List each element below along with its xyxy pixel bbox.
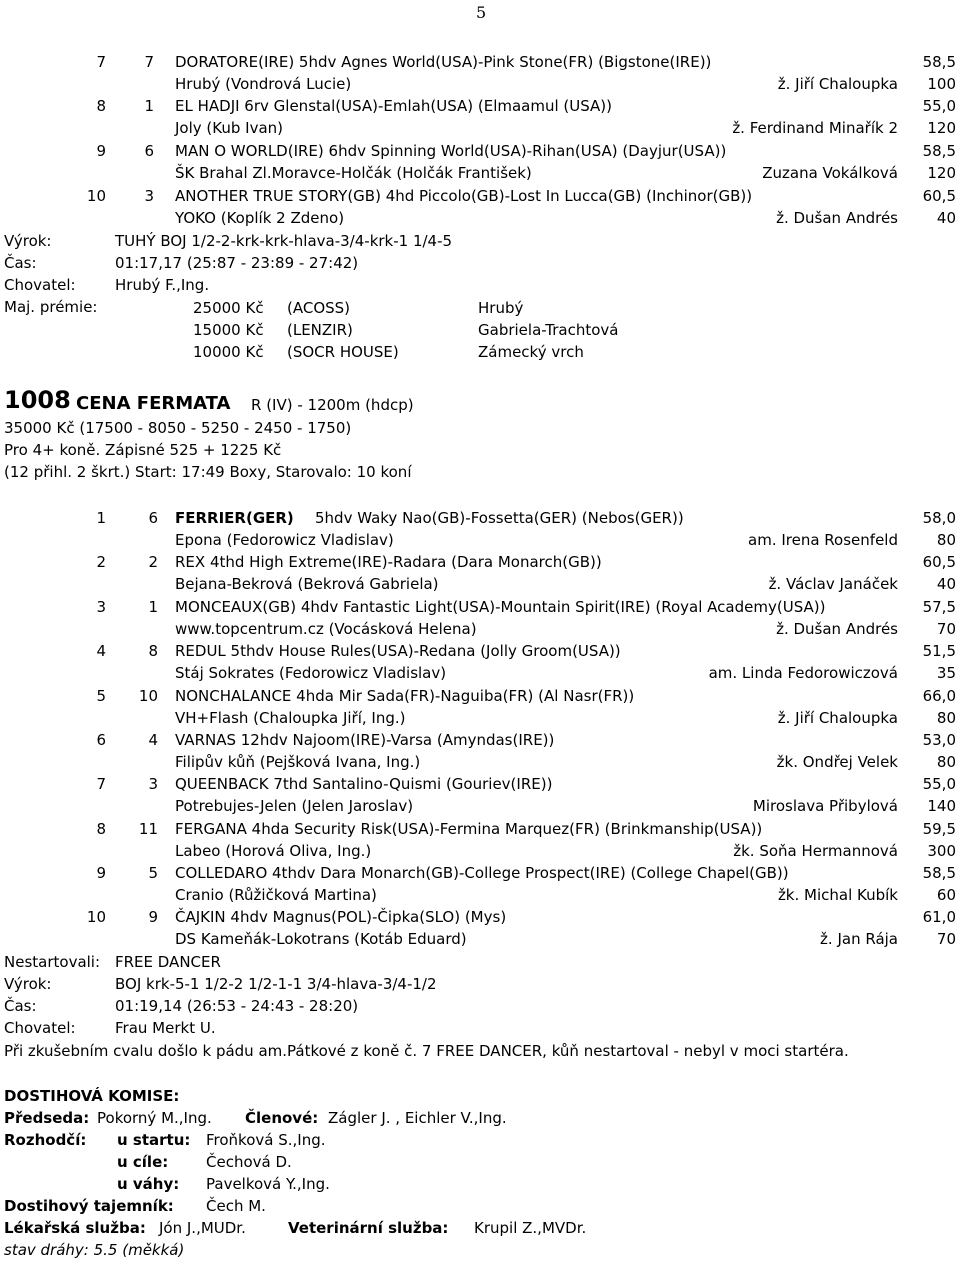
jockey: Zuzana Vokálková [762,164,898,182]
horse-info: ČAJKIN 4hdv Magnus(POL)-Čipka(SLO) (Mys) [175,908,507,926]
start-number: 3 [148,775,158,793]
owner: Stáj Sokrates (Fedorowicz Vladislav) [175,664,447,682]
judge-finish-label: u cíle: [117,1153,169,1171]
members-label: Členové: [245,1109,319,1127]
weight: 55,0 [922,775,956,793]
result-position: 4 [96,642,106,660]
odds: 80 [936,753,956,771]
horse-info: ANOTHER TRUE STORY(GB) 4hd Piccolo(GB)-Lost In Lucca(GB) (Inchinor(GB)) [175,187,753,205]
owner: Epona (Fedorowicz Vladislav) [175,531,394,549]
start-number: 2 [148,553,158,571]
odds: 40 [936,209,956,227]
result-position: 2 [96,553,106,571]
weight: 51,5 [922,642,956,660]
start-number: 3 [144,187,154,205]
result-position: 7 [96,775,106,793]
premium-amount: 15000 Kč [193,321,264,339]
secretary-label: Dostihový tajemník: [4,1197,174,1215]
jockey: am. Irena Rosenfeld [748,531,898,549]
judges-label: Rozhodčí: [4,1131,87,1149]
start-number: 6 [144,142,154,160]
jockey: ž. Jiří Chaloupka [777,709,898,727]
race-note: Při zkušebním cvalu došlo k pádu am.Pátkové z koně č. 7 FREE DANCER, kůň nestartoval - nebyl v moci startéra. [4,1042,849,1060]
weight: 58,5 [922,53,956,71]
start-number: 1 [148,598,158,616]
breeder: Frau Merkt U. [115,1019,216,1037]
owner: Hrubý (Vondrová Lucie) [175,75,352,93]
horse-info: VARNAS 12hdv Najoom(IRE)-Varsa (Amyndas(IRE)) [175,731,555,749]
horse-info: 5hdv Waky Nao(GB)-Fossetta(GER) (Nebos(GER)) [315,509,684,527]
judge-start: Froňková S.,Ing. [206,1131,326,1149]
result-position: 7 [96,53,106,71]
odds: 140 [927,797,956,815]
breeder-label: Chovatel: [4,276,76,294]
premium-recipient: Zámecký vrch [478,343,584,361]
odds: 120 [927,119,956,137]
owner: YOKO (Koplík 2 Zdeno) [175,209,345,227]
odds: 40 [936,575,956,593]
start-number: 7 [144,53,154,71]
result-position: 9 [96,142,106,160]
result-position: 10 [86,908,106,926]
verdict: BOJ krk-5-1 1/2-2 1/2-1-1 3/4-hlava-3/4-1/2 [115,975,437,993]
result-position: 3 [96,598,106,616]
secretary: Čech M. [206,1197,266,1215]
premium-recipient: Hrubý [478,299,524,317]
odds: 120 [927,164,956,182]
weight: 58,5 [922,864,956,882]
jockey: ž. Dušan Andrés [776,620,898,638]
horse-info: MAN O WORLD(IRE) 6hdv Spinning World(USA)-Rihan(USA) (Dayjur(USA)) [175,142,727,160]
time: 01:19,14 (26:53 - 24:43 - 28:20) [115,997,359,1015]
horse-info: MONCEAUX(GB) 4hdv Fantastic Light(USA)-Mountain Spirit(IRE) (Royal Academy(USA)) [175,598,826,616]
owner: ŠK Brahal Zl.Moravce-Holčák (Holčák František) [175,164,532,182]
chairman: Pokorný M.,Ing. [97,1109,212,1127]
odds: 35 [936,664,956,682]
result-position: 6 [96,731,106,749]
horse-info: QUEENBACK 7thd Santalino-Quismi (Gouriev(IRE)) [175,775,553,793]
owner: DS Kameňák-Lokotrans (Kotáb Eduard) [175,930,467,948]
odds: 70 [936,620,956,638]
premium-org: (SOCR HOUSE) [287,343,399,361]
judge-scale-label: u váhy: [117,1175,180,1193]
medical-label: Lékařská služba: [4,1219,146,1237]
horse-info: EL HADJI 6rv Glenstal(USA)-Emlah(USA) (Elmaamul (USA)) [175,97,613,115]
breeder-label: Chovatel: [4,1019,76,1037]
start-number: 11 [138,820,158,838]
jockey: žk. Ondřej Velek [776,753,898,771]
start-number: 9 [148,908,158,926]
odds: 80 [936,709,956,727]
page-number: 5 [476,3,487,22]
odds: 300 [927,842,956,860]
start-number: 4 [148,731,158,749]
time-label: Čas: [4,254,37,272]
judge-scale: Pavelková Y.,Ing. [206,1175,330,1193]
owner: Joly (Kub Ivan) [175,119,284,137]
jockey: žk. Soňa Hermannová [733,842,898,860]
judge-finish: Čechová D. [206,1153,292,1171]
jockey: ž. Dušan Andrés [776,209,898,227]
horse-info: COLLEDARO 4thdv Dara Monarch(GB)-College Prospect(IRE) (College Chapel(GB)) [175,864,789,882]
start-number: 10 [138,687,158,705]
owner: Labeo (Horová Oliva, Ing.) [175,842,372,860]
jockey: ž. Václav Janáček [768,575,898,593]
race-number: 1008 [4,386,71,414]
jockey: žk. Michal Kubík [777,886,898,904]
time: 01:17,17 (25:87 - 23:89 - 27:42) [115,254,359,272]
breeder: Hrubý F.,Ing. [115,276,210,294]
result-position: 8 [96,820,106,838]
result-position: 10 [86,187,106,205]
members: Zágler J. , Eichler V.,Ing. [328,1109,507,1127]
race-conditions: Pro 4+ koně. Zápisné 525 + 1225 Kč [4,441,282,459]
jockey: ž. Ferdinand Minařík 2 [732,119,898,137]
premium-recipient: Gabriela-Trachtová [478,321,619,339]
owner: www.topcentrum.cz (Vocásková Helena) [175,620,477,638]
verdict-label: Výrok: [4,975,52,993]
weight: 58,0 [922,509,956,527]
verdict-label: Výrok: [4,232,52,250]
weight: 53,0 [922,731,956,749]
weight: 66,0 [922,687,956,705]
weight: 55,0 [922,97,956,115]
weight: 57,5 [922,598,956,616]
winner-name: FERRIER(GER) [175,509,294,527]
verdict: TUHÝ BOJ 1/2-2-krk-krk-hlava-3/4-krk-1 1/4-5 [115,232,453,250]
result-position: 5 [96,687,106,705]
owner: Potrebujes-Jelen (Jelen Jaroslav) [175,797,414,815]
weight: 60,5 [922,187,956,205]
jockey: am. Linda Fedorowiczová [708,664,898,682]
odds: 100 [927,75,956,93]
horse-info: NONCHALANCE 4hda Mir Sada(FR)-Naguiba(FR) (Al Nasr(FR)) [175,687,635,705]
horse-info: FERGANA 4hda Security Risk(USA)-Fermina Marquez(FR) (Brinkmanship(USA)) [175,820,763,838]
race-start-info: (12 přihl. 2 škrt.) Start: 17:49 Boxy, Starovalo: 10 koní [4,463,412,481]
premium-amount: 25000 Kč [193,299,264,317]
premium-org: (ACOSS) [287,299,351,317]
veterinary-label: Veterinární služba: [288,1219,449,1237]
jockey: ž. Jan Rája [820,930,898,948]
result-position: 8 [96,97,106,115]
weight: 61,0 [922,908,956,926]
jockey: Miroslava Přibylová [752,797,898,815]
race-category: R (IV) - 1200m (hdcp) [251,396,414,414]
owner: Bejana-Bekrová (Bekrová Gabriela) [175,575,439,593]
time-label: Čas: [4,997,37,1015]
result-position: 1 [96,509,106,527]
judge-start-label: u startu: [117,1131,191,1149]
weight: 58,5 [922,142,956,160]
weight: 60,5 [922,553,956,571]
odds: 70 [936,930,956,948]
owner: Cranio (Růžičková Martina) [175,886,377,904]
non-starters-label: Nestartovali: [4,953,101,971]
start-number: 1 [144,97,154,115]
race-purse: 35000 Kč (17500 - 8050 - 5250 - 2450 - 1750) [4,419,352,437]
jockey: ž. Jiří Chaloupka [777,75,898,93]
owner: Filipův kůň (Pejšková Ivana, Ing.) [175,753,421,771]
premium-org: (LENZIR) [287,321,353,339]
weight: 59,5 [922,820,956,838]
track-condition: stav dráhy: 5.5 (měkká) [4,1241,185,1259]
horse-info: REDUL 5thdv House Rules(USA)-Redana (Jolly Groom(USA)) [175,642,621,660]
commission-title: DOSTIHOVÁ KOMISE: [4,1087,180,1105]
odds: 60 [936,886,956,904]
race-name: CENA FERMATA [76,393,231,414]
non-starters: FREE DANCER [115,953,221,971]
veterinary: Krupil Z.,MVDr. [474,1219,587,1237]
horse-info: DORATORE(IRE) 5hdv Agnes World(USA)-Pink Stone(FR) (Bigstone(IRE)) [175,53,712,71]
start-number: 5 [148,864,158,882]
premium-amount: 10000 Kč [193,343,264,361]
premium-label: Maj. prémie: [4,298,98,316]
medical: Jón J.,MUDr. [159,1219,246,1237]
odds: 80 [936,531,956,549]
horse-info: REX 4thd High Extreme(IRE)-Radara (Dara Monarch(GB)) [175,553,602,571]
start-number: 8 [148,642,158,660]
owner: VH+Flash (Chaloupka Jiří, Ing.) [175,709,406,727]
result-position: 9 [96,864,106,882]
chairman-label: Předseda: [4,1109,90,1127]
start-number: 6 [148,509,158,527]
